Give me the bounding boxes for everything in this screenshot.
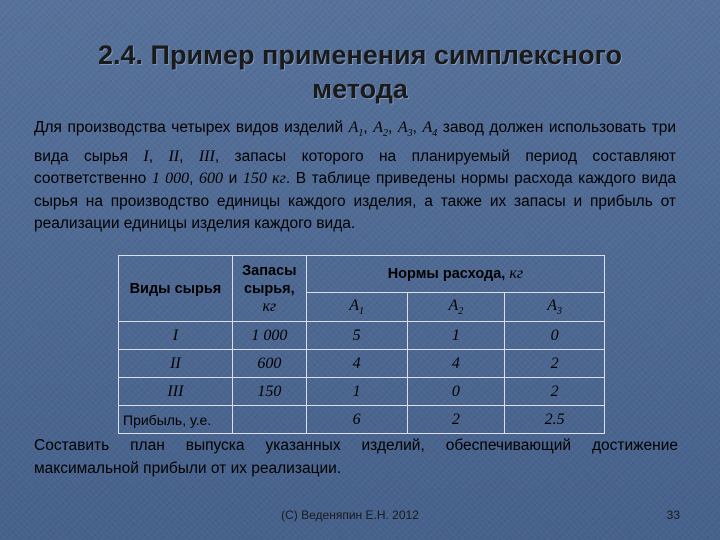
intro-text: Для производства четырех видов изделий xyxy=(34,119,349,136)
table-header-row xyxy=(119,256,605,293)
stock-value-3: 150 кг xyxy=(242,170,286,188)
cell-profit-label: Прибыль, у.е. xyxy=(119,406,233,434)
cell-stock xyxy=(232,406,306,434)
header-product-1: $A_1$ xyxy=(306,293,407,322)
cell-resource: I xyxy=(119,322,233,350)
footer-copyright: (С) Веденяпин Е.Н. 2012 xyxy=(281,508,419,522)
header-product-2: $A_2$ xyxy=(407,293,505,322)
table-row xyxy=(119,322,605,350)
product-a4: $A_4$ xyxy=(422,119,438,140)
title-line-1: 2.4. Пример применения симплексного xyxy=(98,40,622,70)
cell-norm: 2 xyxy=(505,378,605,406)
slide-title xyxy=(40,38,680,106)
header-norms: Нормы расхода, кг xyxy=(306,256,604,293)
intro-text: завод должен использовать три вида сырья xyxy=(34,119,676,165)
header-stock: Запасы сырья, кг xyxy=(232,256,306,322)
cell-profit: 6 xyxy=(306,406,407,434)
product-a3: $A_3$ xyxy=(397,119,413,140)
cell-stock: 1 000 xyxy=(232,322,306,350)
table-row xyxy=(119,378,605,406)
header-product-3: $A_3$ xyxy=(505,293,605,322)
cell-resource: II xyxy=(119,350,233,378)
cell-norm: 2 xyxy=(505,350,605,378)
cell-norm: 1 xyxy=(306,378,407,406)
product-a1: $A_1$ xyxy=(348,119,364,140)
cell-norm: 0 xyxy=(407,378,505,406)
norms-table xyxy=(118,255,605,434)
cell-norm: 1 xyxy=(407,322,505,350)
cell-norm: 4 xyxy=(407,350,505,378)
intro-paragraph: Для производства четырех видов изделий $A_1$, $A_2$, $A_3$, $A_4$ завод должен использовать три вида сырья I, II, III, запасы которого на планируемый период составляют соответственно 1 000, 600 и 150 кг. В таблице приведены нормы расхода каждого вида сырья на производство единицы каждого изделия, а также их запасы и прибыль от реализации единицы изделия каждого вида. xyxy=(34,119,677,233)
table-row xyxy=(119,350,605,378)
title-line-2: метода xyxy=(312,74,408,104)
stock-value-1: 1 000 xyxy=(151,170,190,188)
table-row-profit xyxy=(119,406,605,434)
product-a2: $A_2$ xyxy=(373,119,389,140)
resource-iii: III xyxy=(198,147,215,165)
cell-profit: 2 xyxy=(407,406,505,434)
cell-resource: III xyxy=(119,378,233,406)
task-paragraph: Составить план выпуска указанных изделий, обеспечивающий достижение максимальной прибыли от их реализации. xyxy=(34,437,678,477)
stock-value-2: 600 xyxy=(199,170,224,188)
intro-text: . В таблице приведены нормы расхода каждого вида сырья на производство единицы каждого изделия, а также их запасы и прибыль от реализации единицы изделия каждого вида. xyxy=(34,170,677,233)
resource-i: I xyxy=(143,147,149,165)
resource-ii: II xyxy=(168,147,180,165)
cell-norm: 5 xyxy=(306,322,407,350)
cell-profit: 2.5 xyxy=(505,406,605,434)
cell-stock: 150 xyxy=(232,378,306,406)
header-resource: Виды сырья xyxy=(119,256,233,322)
cell-stock: 600 xyxy=(232,350,306,378)
cell-norm: 4 xyxy=(306,350,407,378)
intro-text: , запасы которого на планируемый период составляют соответственно xyxy=(34,147,676,188)
cell-norm: 0 xyxy=(505,322,605,350)
page-number: 33 xyxy=(666,508,680,522)
